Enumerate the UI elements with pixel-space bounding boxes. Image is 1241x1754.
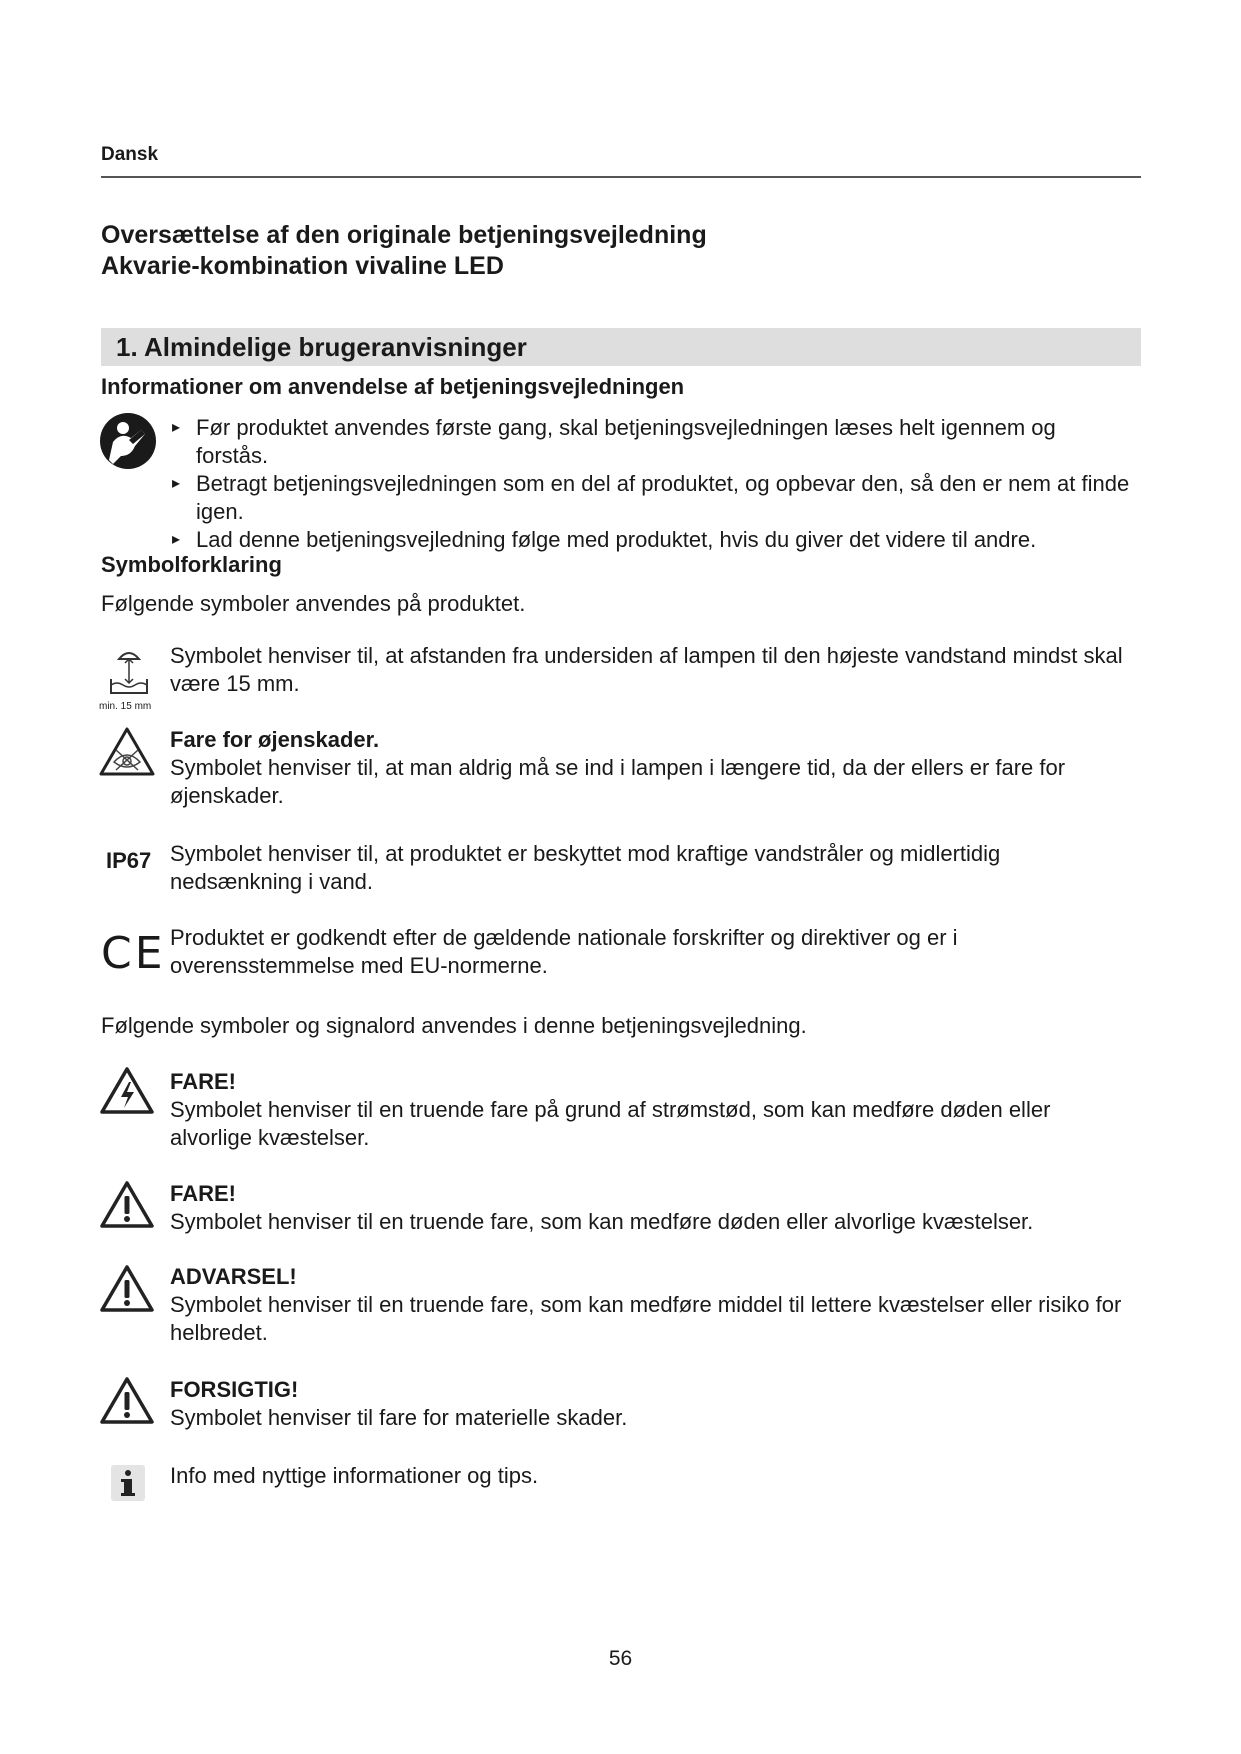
title-line-1: Oversættelse af den originale betjeningsvejledning <box>101 221 707 249</box>
usage-bullet-list <box>170 414 1130 554</box>
language-label: Dansk <box>101 144 159 165</box>
symbols-intro: Følgende symboler anvendes på produktet. <box>101 591 526 616</box>
signal-item-warning <box>170 1263 1130 1347</box>
signal-word: FARE! <box>170 1181 236 1206</box>
list-item: ▸ Betragt betjeningsvejledningen som en del af produktet, og opbevar den, så den er nem at finde igen. <box>170 470 1130 526</box>
eye-hazard-text: Symbolet henviser til, at man aldrig må se ind i lampen i længere tid, da der ellers er fare for øjenskader. <box>170 755 1066 808</box>
list-item: ▸ Før produktet anvendes første gang, skal betjeningsvejledningen læses helt igennem og forstås. <box>170 414 1130 470</box>
signal-text: Symbolet henviser til en truende fare, som kan medføre døden eller alvorlige kvæstelser. <box>170 1209 1034 1234</box>
eye-hazard-icon <box>98 726 156 778</box>
subheading-symbols: Symbolforklaring <box>101 552 282 577</box>
ce-mark: CE <box>101 928 166 979</box>
signal-text: Symbolet henviser til en truende fare, som kan medføre middel til lettere kvæstelser eller risiko for helbredet. <box>170 1292 1122 1345</box>
signal-item-danger <box>170 1180 1130 1236</box>
eye-hazard-description <box>170 726 1130 810</box>
min-distance-caption: min. 15 mm <box>99 701 152 712</box>
signal-item-caution <box>170 1376 1130 1432</box>
signal-text: Symbolet henviser til en truende fare på grund af strømstød, som kan medføre døden eller alvorlige kvæstelser. <box>170 1097 1051 1150</box>
min-distance-symbol <box>99 645 159 715</box>
info-text: Info med nyttige informationer og tips. <box>170 1463 539 1488</box>
min-distance-text: Symbolet henviser til, at afstanden fra undersiden af lampen til den højeste vandstand mindst skal være 15 mm. <box>170 643 1123 696</box>
caution-icon <box>99 1376 155 1426</box>
title-line-2: Akvarie-kombination vivaline LED <box>101 252 504 280</box>
signal-word: ADVARSEL! <box>170 1264 297 1289</box>
info-icon <box>110 1464 146 1502</box>
section-title: Almindelige brugeranvisninger <box>143 332 527 362</box>
subheading-usage: Informationer om anvendelse af betjeningsvejledningen <box>101 374 685 399</box>
read-manual-icon <box>99 412 157 470</box>
warning-icon <box>99 1264 155 1314</box>
signals-intro: Følgende symboler og signalord anvendes i denne betjeningsvejledning. <box>101 1013 807 1038</box>
danger-warning-icon <box>99 1180 155 1230</box>
signal-word: FARE! <box>170 1069 236 1094</box>
signal-word: FORSIGTIG! <box>170 1377 299 1402</box>
section-heading-bar <box>101 328 1141 366</box>
ip67-symbol: IP67 <box>106 848 152 873</box>
list-item: ▸ Lad denne betjeningsvejledning følge med produktet, hvis du giver det videre til andre. <box>170 526 1130 554</box>
signal-text: Symbolet henviser til fare for materielle skader. <box>170 1405 628 1430</box>
signal-item-danger-electric <box>170 1068 1130 1152</box>
eye-hazard-title: Fare for øjenskader. <box>170 727 380 752</box>
header-rule <box>101 176 1141 178</box>
document-title <box>101 220 707 282</box>
lamp-water-distance-icon <box>99 645 159 701</box>
ip67-text: Symbolet henviser til, at produktet er beskyttet mod kraftige vandstråler og midlertidig nedsænkning i vand. <box>170 841 1001 894</box>
section-heading <box>116 332 527 363</box>
electric-shock-warning-icon <box>99 1066 155 1116</box>
page-number: 56 <box>608 1647 633 1670</box>
ce-text: Produktet er godkendt efter de gældende nationale forskrifter og direktiver og er i overensstemmelse med EU-normerne. <box>170 925 958 978</box>
section-number: 1. <box>116 332 138 362</box>
